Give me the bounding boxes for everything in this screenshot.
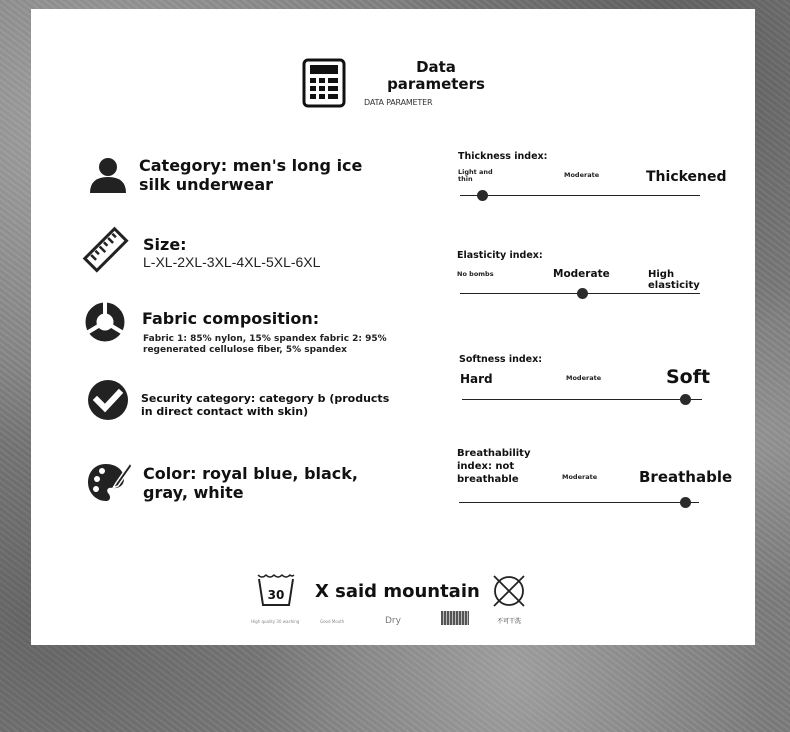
index-knob bbox=[477, 190, 488, 201]
elasticity-index bbox=[457, 249, 727, 319]
index-track bbox=[462, 399, 702, 400]
index-high: Thickened bbox=[646, 169, 727, 185]
index-mid: Moderate bbox=[566, 374, 602, 382]
color-text: Color: royal blue, black, gray, white bbox=[143, 464, 358, 502]
fabric-detail: Fabric 1: 85% nylon, 15% spandex fabric 2: 95% regenerated cellulose fiber, 5% spandex bbox=[143, 334, 387, 355]
wash-temp: 30 bbox=[267, 588, 285, 602]
care-footer bbox=[251, 569, 551, 629]
person-icon bbox=[89, 156, 127, 194]
index-title: Thickness index: bbox=[458, 151, 548, 162]
breathability-index bbox=[457, 447, 737, 517]
index-high: Breathable bbox=[639, 468, 733, 486]
index-low: Light and thin bbox=[458, 168, 493, 183]
index-track bbox=[459, 502, 699, 503]
brand-name: X said mountain bbox=[315, 581, 480, 602]
index-knob bbox=[680, 497, 691, 508]
index-title: Softness index: bbox=[459, 354, 543, 365]
fabric-ring-icon bbox=[84, 301, 126, 343]
index-low: No bombs bbox=[457, 270, 494, 278]
index-title: Breathability index: not breathable bbox=[457, 448, 531, 485]
ruler-icon bbox=[82, 226, 130, 274]
dry-label: Dry bbox=[385, 616, 401, 626]
size-values: L-XL-2XL-3XL-4XL-5XL-6XL bbox=[143, 254, 321, 270]
softness-index bbox=[459, 353, 729, 423]
security-text: Security category: category b (products in direct contact with skin) bbox=[141, 392, 390, 418]
index-knob bbox=[680, 394, 691, 405]
wash-label: High quality 30 washing bbox=[251, 619, 300, 624]
index-low: Hard bbox=[460, 372, 493, 386]
wash-label-2: Good Mouth bbox=[320, 619, 345, 624]
calculator-icon bbox=[302, 58, 348, 108]
index-high: High elasticity bbox=[648, 269, 700, 291]
no-dryclean-label: 不可干洗 bbox=[496, 618, 521, 625]
category-text: Category: men's long ice silk underwear bbox=[139, 156, 363, 194]
index-mid: Moderate bbox=[562, 473, 598, 481]
page-title: Data parameters bbox=[387, 58, 485, 93]
parameters-card bbox=[31, 9, 755, 645]
index-mid: Moderate bbox=[564, 171, 600, 179]
fabric-label: Fabric composition: bbox=[142, 309, 320, 328]
palette-icon bbox=[86, 461, 132, 503]
index-knob bbox=[577, 288, 588, 299]
print-sample-icon bbox=[441, 611, 469, 625]
index-track bbox=[460, 195, 700, 196]
thickness-index bbox=[458, 150, 728, 230]
index-high: Soft bbox=[666, 366, 711, 388]
page-subtitle: DATA PARAMETER bbox=[364, 98, 433, 107]
index-mid: Moderate bbox=[553, 268, 610, 280]
size-label: Size: bbox=[143, 235, 187, 254]
no-dryclean-icon bbox=[491, 573, 527, 609]
index-title: Elasticity index: bbox=[457, 250, 543, 261]
checkmark-icon bbox=[87, 379, 129, 421]
